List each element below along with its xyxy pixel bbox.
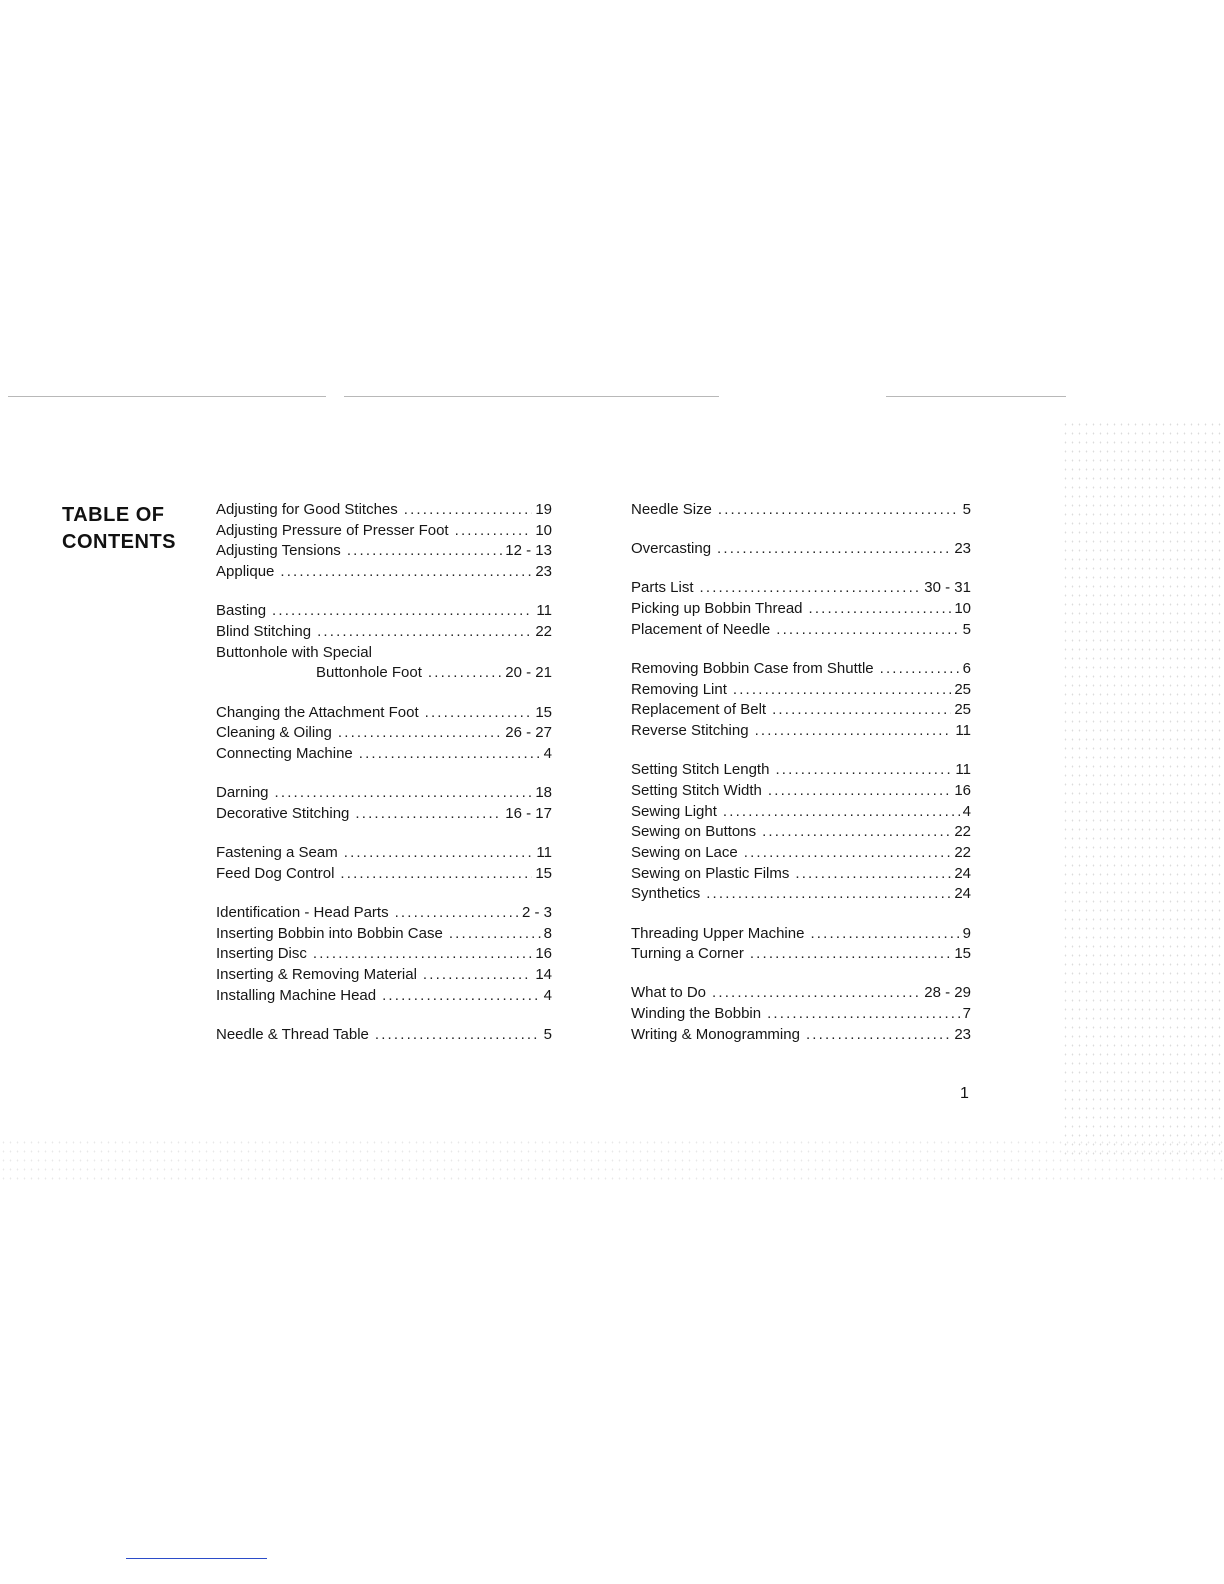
toc-group	[216, 703, 552, 765]
toc-entry-title: Decorative Stitching	[216, 804, 350, 822]
toc-entry	[631, 700, 971, 721]
toc-entry-leader	[706, 884, 951, 905]
toc-entry-page: 4	[543, 986, 552, 1004]
toc-entry-title: Removing Bobbin Case from Shuttle	[631, 659, 874, 677]
toc-entry-title: Placement of Needle	[631, 620, 771, 638]
toc-entry-leader	[795, 864, 951, 885]
toc-entry	[216, 804, 552, 825]
toc-entry	[216, 944, 552, 965]
toc-entry-title: Applique	[216, 563, 275, 581]
toc-entry	[631, 822, 971, 843]
toc-column-right	[631, 500, 971, 1064]
toc-entry	[216, 924, 552, 945]
toc-entry-leader	[375, 1025, 541, 1046]
toc-entry-page: 24	[954, 885, 971, 903]
toc-entry-title: Adjusting Pressure of Presser Foot	[216, 521, 449, 539]
toc-entry	[216, 663, 552, 684]
toc-entry-leader	[280, 562, 532, 583]
toc-entry-title: Inserting Disc	[216, 945, 307, 963]
toc-entry-title: Inserting & Removing Material	[216, 965, 417, 983]
toc-entry-title: Feed Dog Control	[216, 864, 335, 882]
toc-entry	[631, 781, 971, 802]
toc-entry	[216, 783, 552, 804]
toc-entry-page: 2 - 3	[521, 903, 552, 921]
toc-group	[216, 783, 552, 824]
toc-entry	[216, 521, 552, 542]
toc-entry-leader	[723, 802, 960, 823]
toc-entry-leader	[404, 500, 533, 521]
toc-entry	[631, 760, 971, 781]
toc-group	[631, 983, 971, 1045]
toc-entry-title: Picking up Bobbin Thread	[631, 600, 803, 618]
toc-entry-title: Cleaning & Oiling	[216, 724, 332, 742]
toc-entry-page: 22	[535, 622, 552, 640]
toc-entry-page: 11	[536, 843, 552, 861]
toc-group	[216, 1025, 552, 1046]
toc-entry-page: 23	[954, 1025, 971, 1043]
toc-entry-title: Sewing on Lace	[631, 843, 738, 861]
toc-entry-leader	[806, 1025, 951, 1046]
scan-noise-bottom	[0, 1138, 1224, 1182]
toc-entry-page: 25	[954, 701, 971, 719]
toc-entry-page: 22	[954, 843, 971, 861]
toc-entry-leader	[750, 944, 951, 965]
page-number: 1	[960, 1085, 969, 1102]
toc-entry-title: Winding the Bobbin	[631, 1005, 762, 1023]
toc-entry	[631, 924, 971, 945]
toc-entry	[216, 703, 552, 724]
toc-entry-leader	[767, 1004, 960, 1025]
toc-entry-title: Blind Stitching	[216, 622, 312, 640]
toc-entry	[216, 601, 552, 622]
toc-entry	[631, 539, 971, 560]
toc-entry-leader	[776, 620, 959, 641]
toc-entry	[216, 622, 552, 643]
toc-entry-page: 6	[962, 659, 971, 677]
toc-entry-page: 4	[543, 744, 552, 762]
toc-column-left	[216, 500, 552, 1064]
toc-entry-title: Buttonhole with Special	[216, 643, 372, 661]
toc-entry-leader	[340, 864, 532, 885]
toc-entry-title: Threading Upper Machine	[631, 924, 805, 942]
toc-entry-page: 5	[962, 501, 971, 518]
toc-entry-title: Darning	[216, 784, 269, 802]
toc-entry-page: 16 - 17	[505, 804, 552, 822]
toc-entry-page: 30 - 31	[924, 579, 971, 597]
toc-entry	[631, 1025, 971, 1046]
toc-entry-leader	[762, 822, 951, 843]
scan-rule-left	[8, 396, 326, 397]
toc-entry-page: 20 - 21	[505, 664, 552, 682]
toc-entry	[631, 680, 971, 701]
toc-entry	[216, 843, 552, 864]
toc-entry-leader	[712, 983, 921, 1004]
toc-entry-page: 15	[535, 703, 552, 721]
toc-entry	[631, 983, 971, 1004]
toc-entry-leader	[313, 944, 532, 965]
toc-entry-page: 28 - 29	[924, 984, 971, 1002]
toc-group	[631, 760, 971, 905]
toc-entry-leader	[810, 924, 959, 945]
toc-entry-title: Removing Lint	[631, 680, 727, 698]
toc-entry-page: 15	[954, 945, 971, 963]
toc-entry-page: 4	[962, 802, 971, 820]
toc-entry-page: 19	[535, 501, 552, 518]
toc-entry-title: Sewing on Plastic Films	[631, 864, 790, 882]
toc-entry-page: 23	[954, 540, 971, 558]
toc-entry-title: Connecting Machine	[216, 744, 353, 762]
toc-entry	[216, 864, 552, 885]
toc-entry-leader	[775, 760, 952, 781]
toc-entry-leader	[317, 622, 532, 643]
toc-entry-title: Adjusting for Good Stitches	[216, 501, 398, 518]
toc-entry-leader	[744, 843, 952, 864]
toc-entry	[631, 944, 971, 965]
toc-entry-title: What to Do	[631, 984, 707, 1002]
toc-entry-title: Synthetics	[631, 885, 701, 903]
toc-entry-title: Replacement of Belt	[631, 701, 767, 719]
toc-entry-page: 22	[954, 823, 971, 841]
toc-entry	[216, 1025, 552, 1046]
toc-entry-title: Sewing Light	[631, 802, 717, 820]
toc-entry	[216, 643, 552, 664]
scan-rule-middle	[344, 396, 719, 397]
toc-entry-title: Identification - Head Parts	[216, 903, 389, 921]
toc-entry-leader	[809, 599, 952, 620]
toc-entry	[216, 744, 552, 765]
toc-group	[631, 924, 971, 965]
toc-entry-title: Changing the Attachment Foot	[216, 703, 419, 721]
toc-entry-leader	[382, 986, 541, 1007]
toc-entry-leader	[733, 680, 951, 701]
toc-entry-page: 9	[962, 924, 971, 942]
toc-entry-title: Overcasting	[631, 540, 712, 558]
toc-entry	[631, 884, 971, 905]
toc-entry-title: Setting Stitch Length	[631, 761, 770, 779]
toc-entry-title: Needle & Thread Table	[216, 1025, 369, 1043]
toc-entry-leader	[700, 578, 922, 599]
toc-entry-page: 10	[535, 521, 552, 539]
toc-entry-leader	[880, 659, 960, 680]
toc-entry-page: 10	[954, 600, 971, 618]
toc-entry	[216, 965, 552, 986]
toc-entry-title: Installing Machine Head	[216, 986, 377, 1004]
toc-entry-leader	[275, 783, 533, 804]
toc-entry-leader	[449, 924, 541, 945]
toc-entry-leader	[772, 700, 951, 721]
toc-entry-page: 7	[962, 1005, 971, 1023]
toc-entry-page: 12 - 13	[505, 542, 552, 560]
toc-entry-page: 18	[535, 784, 552, 802]
toc-entry-title: Adjusting Tensions	[216, 542, 341, 560]
toc-entry-leader	[428, 663, 502, 684]
toc-entry	[631, 578, 971, 599]
toc-entry-page: 26 - 27	[505, 724, 552, 742]
toc-entry-leader	[425, 703, 533, 724]
toc-entry-title: Sewing on Buttons	[631, 823, 757, 841]
scan-noise-right	[1062, 420, 1222, 1160]
toc-entry-title: Buttonhole Foot	[316, 664, 422, 682]
toc-entry-title: Parts List	[631, 579, 694, 597]
toc-heading-line2: CONTENTS	[62, 531, 176, 553]
scan-rule-right	[886, 396, 1066, 397]
toc-entry-leader	[455, 521, 533, 542]
toc-group	[216, 601, 552, 684]
toc-entry-page: 15	[535, 864, 552, 882]
toc-entry-leader	[359, 744, 541, 765]
toc-entry-page: 25	[954, 680, 971, 698]
toc-entry	[631, 500, 971, 521]
toc-entry-page: 14	[535, 965, 552, 983]
toc-entry	[631, 802, 971, 823]
toc-entry-leader	[395, 903, 519, 924]
toc-group	[216, 843, 552, 884]
toc-entry	[631, 843, 971, 864]
toc-group	[216, 500, 552, 583]
toc-entry	[216, 903, 552, 924]
toc-entry	[216, 500, 552, 521]
toc-entry	[216, 986, 552, 1007]
toc-entry	[631, 864, 971, 885]
toc-entry-title: Needle Size	[631, 501, 712, 518]
toc-entry-page: 16	[535, 945, 552, 963]
toc-entry-page: 8	[543, 924, 552, 942]
toc-entry-title: Inserting Bobbin into Bobbin Case	[216, 924, 443, 942]
toc-entry-leader	[344, 843, 534, 864]
toc-entry-leader	[717, 539, 951, 560]
toc-entry	[216, 541, 552, 562]
toc-entry	[216, 723, 552, 744]
toc-group	[631, 500, 971, 521]
toc-entry-title: Turning a Corner	[631, 945, 744, 963]
toc-group	[216, 903, 552, 1006]
toc-entry	[631, 659, 971, 680]
toc-entry	[631, 599, 971, 620]
toc-entry-page: 5	[543, 1025, 552, 1043]
toc-entry	[631, 620, 971, 641]
toc-entry-page: 11	[955, 722, 971, 739]
toc-group	[631, 539, 971, 560]
toc-entry-page: 24	[954, 864, 971, 882]
toc-entry	[631, 1004, 971, 1025]
toc-entry-leader	[272, 601, 533, 622]
scan-underline-mark	[126, 1558, 267, 1559]
toc-entry-page: 11	[536, 602, 552, 620]
toc-entry-page: 11	[955, 761, 971, 779]
toc-group	[631, 578, 971, 640]
toc-entry-page: 16	[954, 781, 971, 799]
toc-heading	[62, 502, 176, 556]
toc-entry-page: 23	[535, 563, 552, 581]
toc-entry	[631, 721, 971, 742]
toc-entry-leader	[355, 804, 502, 825]
toc-group	[631, 659, 971, 742]
toc-entry	[216, 562, 552, 583]
toc-heading-line1: TABLE OF	[62, 504, 165, 526]
toc-entry-leader	[347, 541, 502, 562]
toc-entry-title: Basting	[216, 602, 267, 620]
toc-entry-leader	[338, 723, 502, 744]
toc-entry-title: Reverse Stitching	[631, 722, 749, 739]
toc-entry-title: Setting Stitch Width	[631, 781, 762, 799]
toc-entry-title: Writing & Monogramming	[631, 1025, 800, 1043]
toc-entry-leader	[718, 500, 960, 521]
toc-entry-leader	[768, 781, 951, 802]
toc-entry-page: 5	[962, 620, 971, 638]
toc-entry-title: Fastening a Seam	[216, 843, 338, 861]
toc-entry-leader	[423, 965, 532, 986]
toc-entry-leader	[755, 721, 953, 742]
